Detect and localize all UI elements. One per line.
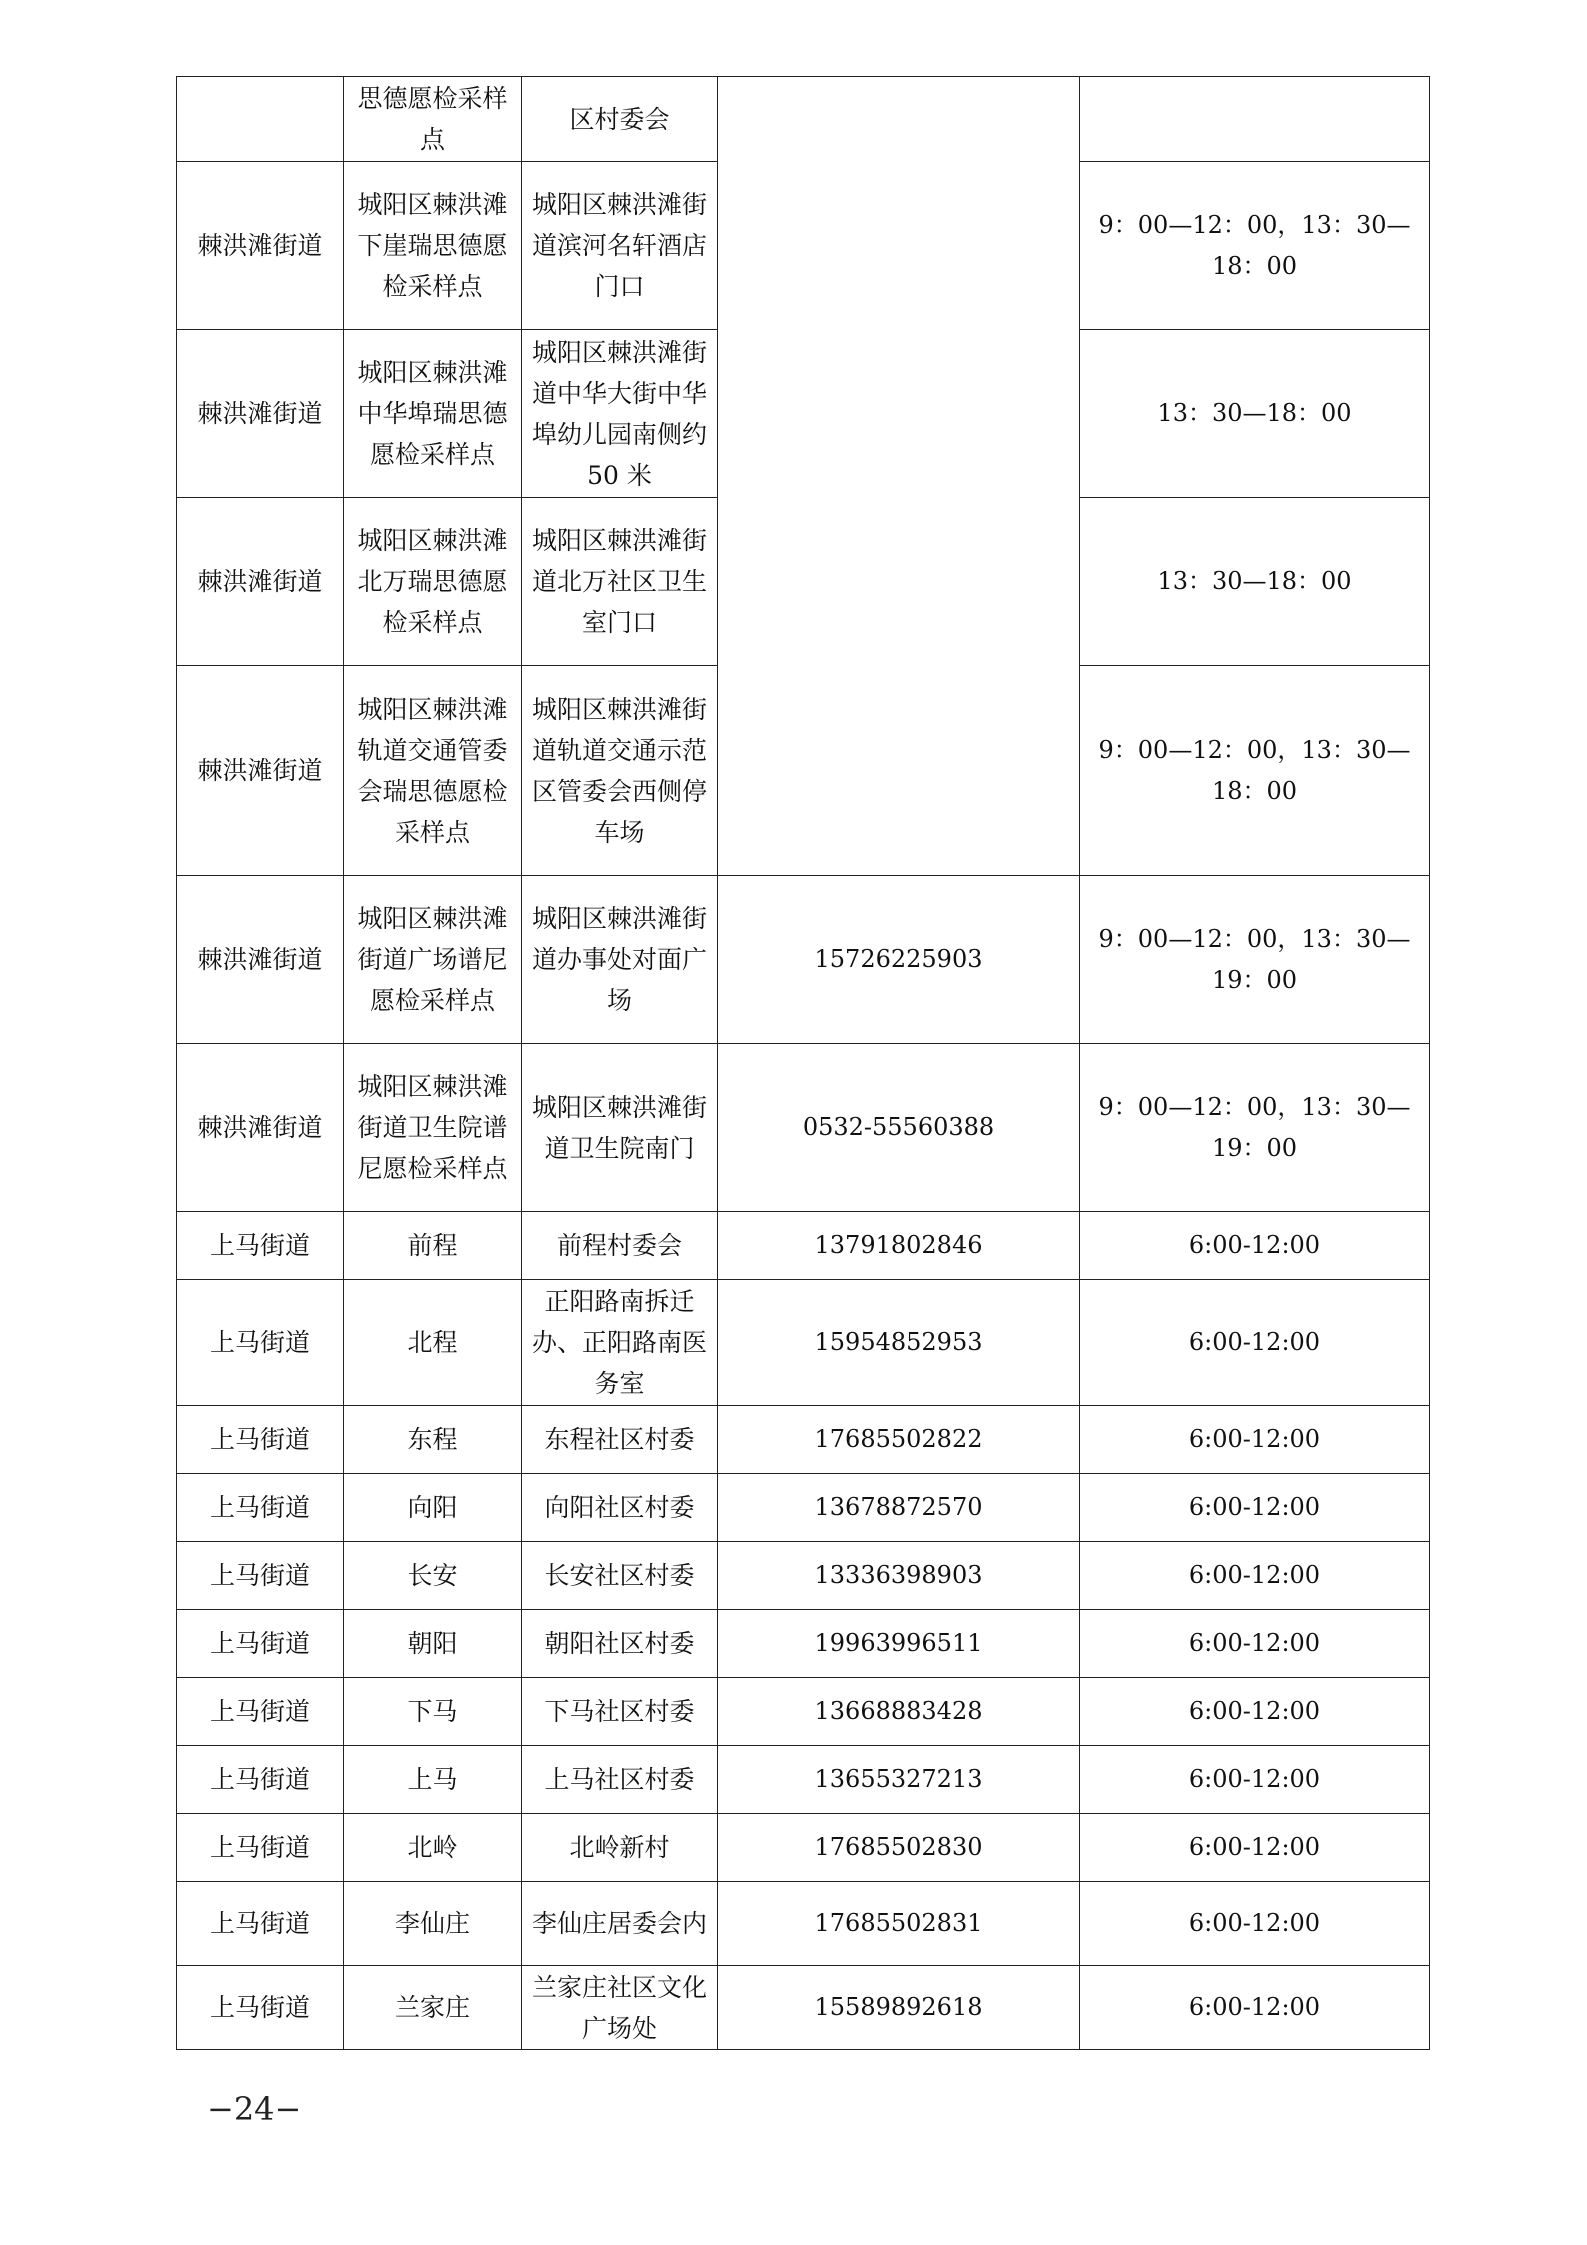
hours-cell: 6:00-12:00: [1080, 1474, 1430, 1542]
location-cell: 长安社区村委: [522, 1542, 718, 1610]
phone-cell: 0532-55560388: [718, 1044, 1080, 1212]
table-row: [177, 1542, 1430, 1610]
site-cell: 东程: [344, 1406, 522, 1474]
table-row: [177, 1610, 1430, 1678]
location-cell: 李仙庄居委会内: [522, 1882, 718, 1966]
location-cell: 向阳社区村委: [522, 1474, 718, 1542]
table-row: [177, 876, 1430, 1044]
location-cell: 城阳区棘洪滩街道轨道交通示范区管委会西侧停车场: [522, 666, 718, 876]
site-cell: 北程: [344, 1280, 522, 1406]
site-cell: 城阳区棘洪滩街道卫生院谱尼愿检采样点: [344, 1044, 522, 1212]
site-cell: 向阳: [344, 1474, 522, 1542]
location-cell: 上马社区村委: [522, 1746, 718, 1814]
street-cell: 上马街道: [177, 1966, 344, 2050]
phone-cell: 13336398903: [718, 1542, 1080, 1610]
street-cell: 棘洪滩街道: [177, 498, 344, 666]
location-cell: 城阳区棘洪滩街道中华大街中华埠幼儿园南侧约 50 米: [522, 330, 718, 498]
location-cell: 城阳区棘洪滩街道滨河名轩酒店门口: [522, 162, 718, 330]
street-cell: 上马街道: [177, 1474, 344, 1542]
location-cell: 下马社区村委: [522, 1678, 718, 1746]
street-cell: 上马街道: [177, 1610, 344, 1678]
hours-cell: 13：30—18：00: [1080, 330, 1430, 498]
site-cell: 朝阳: [344, 1610, 522, 1678]
hours-cell: 9：00—12：00，13：30—19：00: [1080, 876, 1430, 1044]
hours-cell: 6:00-12:00: [1080, 1280, 1430, 1406]
hours-cell: 6:00-12:00: [1080, 1212, 1430, 1280]
location-cell: 区村委会: [522, 77, 718, 162]
site-cell: 北岭: [344, 1814, 522, 1882]
table-row: [177, 1280, 1430, 1406]
street-cell: 上马街道: [177, 1542, 344, 1610]
hours-cell: 6:00-12:00: [1080, 1882, 1430, 1966]
location-cell: 朝阳社区村委: [522, 1610, 718, 1678]
table-row: [177, 1044, 1430, 1212]
street-cell: 上马街道: [177, 1406, 344, 1474]
table-row: [177, 1474, 1430, 1542]
hours-cell: 9：00—12：00，13：30—19：00: [1080, 1044, 1430, 1212]
location-cell: 城阳区棘洪滩街道北万社区卫生室门口: [522, 498, 718, 666]
location-cell: 城阳区棘洪滩街道卫生院南门: [522, 1044, 718, 1212]
hours-cell: 6:00-12:00: [1080, 1542, 1430, 1610]
phone-cell: 15589892618: [718, 1966, 1080, 2050]
site-cell: 兰家庄: [344, 1966, 522, 2050]
phone-cell: 13678872570: [718, 1474, 1080, 1542]
page-number: −24−: [207, 2090, 302, 2128]
site-cell: 城阳区棘洪滩中华埠瑞思德愿检采样点: [344, 330, 522, 498]
phone-cell: 13668883428: [718, 1678, 1080, 1746]
phone-cell: 13791802846: [718, 1212, 1080, 1280]
hours-cell: 6:00-12:00: [1080, 1678, 1430, 1746]
phone-cell: 15954852953: [718, 1280, 1080, 1406]
table-row: [177, 1678, 1430, 1746]
hours-cell: 6:00-12:00: [1080, 1746, 1430, 1814]
location-cell: 东程社区村委: [522, 1406, 718, 1474]
table-row: [177, 1882, 1430, 1966]
site-cell: 长安: [344, 1542, 522, 1610]
street-cell: [177, 77, 344, 162]
table-row: [177, 1746, 1430, 1814]
site-cell: 思德愿检采样点: [344, 77, 522, 162]
location-cell: 前程村委会: [522, 1212, 718, 1280]
table-row: [177, 77, 1430, 162]
street-cell: 上马街道: [177, 1280, 344, 1406]
phone-cell: 17685502830: [718, 1814, 1080, 1882]
site-cell: 李仙庄: [344, 1882, 522, 1966]
site-cell: 城阳区棘洪滩街道广场谱尼愿检采样点: [344, 876, 522, 1044]
street-cell: 棘洪滩街道: [177, 666, 344, 876]
hours-cell: [1080, 77, 1430, 162]
street-cell: 棘洪滩街道: [177, 162, 344, 330]
phone-cell: 17685502831: [718, 1882, 1080, 1966]
site-cell: 上马: [344, 1746, 522, 1814]
street-cell: 棘洪滩街道: [177, 330, 344, 498]
phone-cell: 19963996511: [718, 1610, 1080, 1678]
hours-cell: 9：00—12：00，13：30—18：00: [1080, 666, 1430, 876]
testing-sites-table: [176, 76, 1430, 2050]
street-cell: 棘洪滩街道: [177, 1044, 344, 1212]
location-cell: 北岭新村: [522, 1814, 718, 1882]
location-cell: 兰家庄社区文化广场处: [522, 1966, 718, 2050]
table-row: [177, 1212, 1430, 1280]
table-row: [177, 1406, 1430, 1474]
hours-cell: 9：00—12：00，13：30—18：00: [1080, 162, 1430, 330]
site-cell: 城阳区棘洪滩北万瑞思德愿检采样点: [344, 498, 522, 666]
site-cell: 城阳区棘洪滩轨道交通管委会瑞思德愿检采样点: [344, 666, 522, 876]
phone-cell: 15726225903: [718, 876, 1080, 1044]
street-cell: 上马街道: [177, 1746, 344, 1814]
street-cell: 上马街道: [177, 1678, 344, 1746]
hours-cell: 6:00-12:00: [1080, 1966, 1430, 2050]
location-cell: 正阳路南拆迁办、正阳路南医务室: [522, 1280, 718, 1406]
street-cell: 棘洪滩街道: [177, 876, 344, 1044]
hours-cell: 6:00-12:00: [1080, 1610, 1430, 1678]
location-cell: 城阳区棘洪滩街道办事处对面广场: [522, 876, 718, 1044]
street-cell: 上马街道: [177, 1882, 344, 1966]
street-cell: 上马街道: [177, 1814, 344, 1882]
street-cell: 上马街道: [177, 1212, 344, 1280]
site-cell: 前程: [344, 1212, 522, 1280]
site-cell: 城阳区棘洪滩下崖瑞思德愿检采样点: [344, 162, 522, 330]
phone-cell: 17685502822: [718, 1406, 1080, 1474]
hours-cell: 6:00-12:00: [1080, 1814, 1430, 1882]
hours-cell: 13：30—18：00: [1080, 498, 1430, 666]
hours-cell: 6:00-12:00: [1080, 1406, 1430, 1474]
table-row: [177, 1814, 1430, 1882]
phone-cell: [718, 77, 1080, 876]
site-cell: 下马: [344, 1678, 522, 1746]
phone-cell: 13655327213: [718, 1746, 1080, 1814]
table-row: [177, 1966, 1430, 2050]
